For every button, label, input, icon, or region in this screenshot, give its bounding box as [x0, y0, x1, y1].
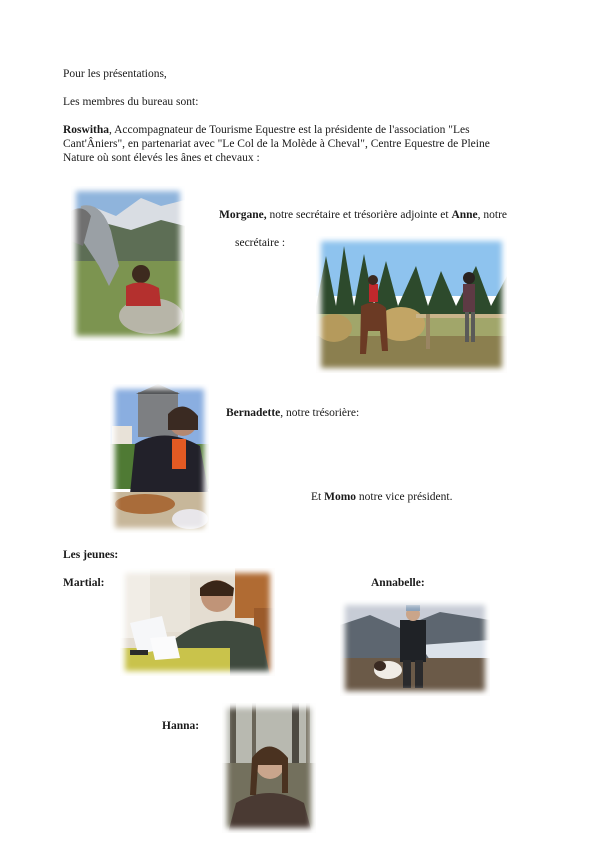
morgane-line1	[219, 208, 507, 222]
momo-name: Momo	[324, 491, 357, 503]
roswitha-paragraph	[63, 123, 533, 165]
roswitha-text-2: Cant'Âniers", en partenariat avec "Le Col de la Molède à Cheval", Centre Equestre de Pleine	[63, 138, 490, 150]
anne-name: Anne	[451, 209, 478, 221]
momo-role: notre vice président.	[356, 491, 453, 503]
martial-photo	[120, 568, 275, 676]
bernadette-role: , notre trésorière:	[280, 407, 360, 419]
roswitha-text-1: , Accompagnateur de Tourisme Equestre est la présidente de l'association "Les	[109, 124, 470, 136]
annabelle-photo	[340, 600, 490, 696]
momo-text	[311, 490, 452, 504]
martial-label: Martial:	[63, 577, 105, 589]
roswitha-name: Roswitha	[63, 124, 110, 136]
hanna-label: Hanna:	[162, 720, 200, 732]
hanna-photo	[222, 703, 316, 833]
intro-text: Pour les présentations,	[63, 68, 167, 80]
momo-prefix: Et	[311, 491, 325, 503]
roswitha-photo	[71, 186, 185, 341]
bernadette-photo	[110, 384, 209, 533]
morgane-name: Morgane,	[219, 209, 267, 221]
roswitha-text-3: Nature où sont élevés les ânes et chevaux :	[63, 152, 260, 164]
bernadette-text	[226, 406, 359, 420]
bureau-heading: Les membres du bureau sont:	[63, 96, 199, 108]
morgane-text-a: notre secrétaire et trésorière adjointe et	[266, 209, 452, 221]
annabelle-label: Annabelle:	[371, 577, 425, 589]
morgane-line2: secrétaire :	[235, 237, 286, 249]
morgane-text-b: , notre	[477, 209, 508, 221]
jeunes-heading: Les jeunes:	[63, 549, 119, 561]
bernadette-name: Bernadette	[226, 407, 281, 419]
morgane-anne-photo	[316, 236, 507, 373]
